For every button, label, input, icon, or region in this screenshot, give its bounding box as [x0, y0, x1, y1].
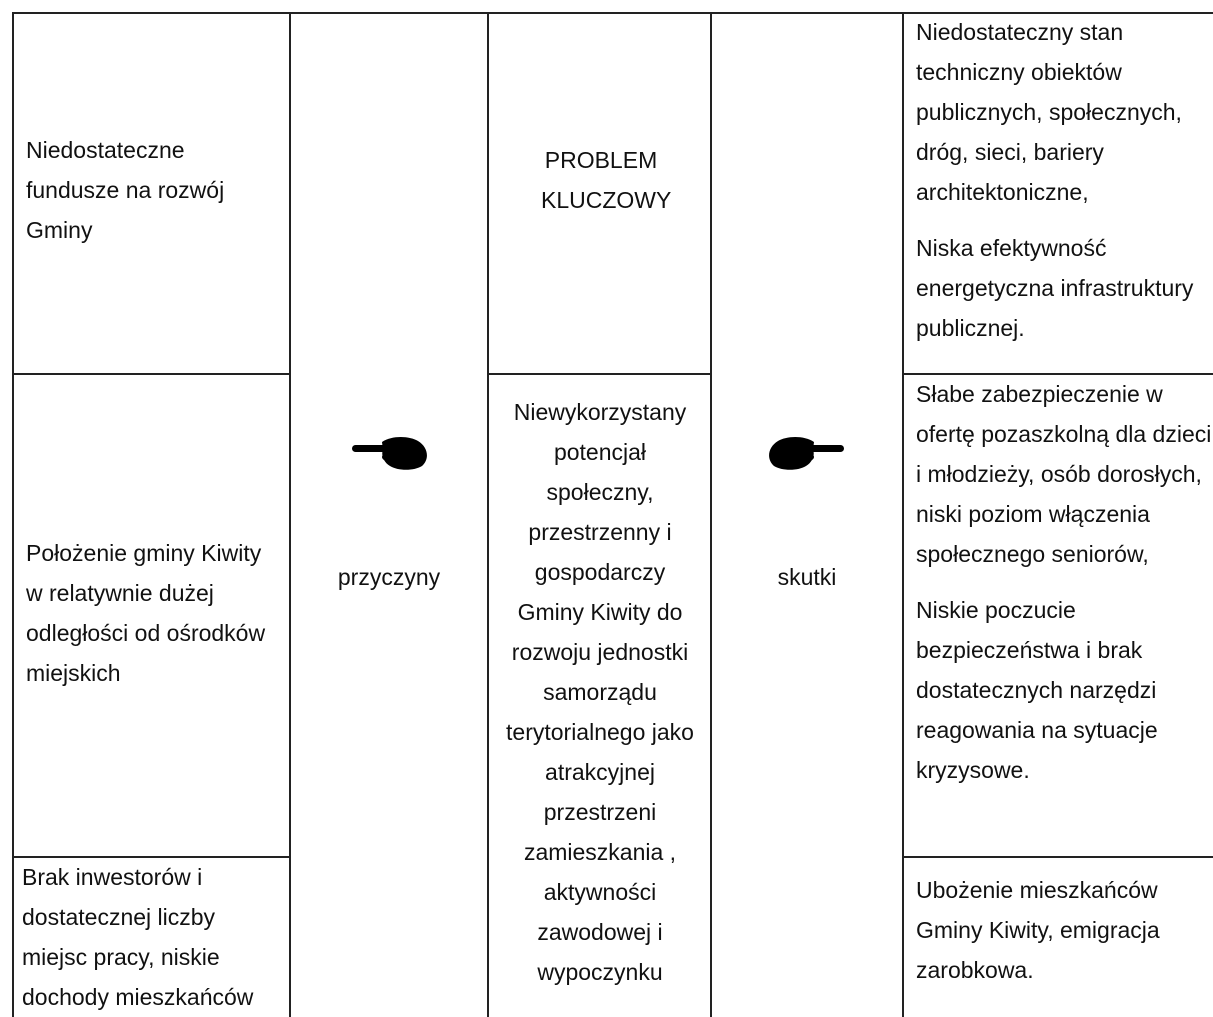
cause-investors: [22, 857, 286, 1017]
effect-energy-efficiency: Niska efektywność energetyczna infrastruktury publicznej.: [916, 235, 1194, 342]
col-divider-1: [289, 12, 291, 1017]
problem-header: [541, 140, 672, 220]
pointing-hand-left-icon: [352, 436, 428, 470]
col-divider-2: [487, 12, 489, 1017]
causes-label: [291, 557, 487, 597]
causes-label-text: przyczyny: [337, 564, 441, 590]
effect-poverty: [916, 870, 1212, 990]
cause-location-text: Położenie gminy Kiwity w relatywnie dużej odległości od ośrodków miejskich: [26, 540, 266, 687]
problem-row-divider: [487, 373, 712, 375]
effect-poverty-text: Ubożenie mieszkańców Gminy Kiwity, emigracja zarobkowa.: [916, 877, 1160, 984]
cause-location: [26, 533, 284, 693]
cause-underfunding: [26, 130, 281, 250]
pointing-hand-right-icon: [768, 436, 844, 470]
effects-label-text: skutki: [777, 564, 837, 590]
cause-investors-text: Brak inwestorów i dostatecznej liczby miejsc pracy, niskie dochody mieszkańców: [22, 864, 254, 1011]
effect-technical-state: Niedostateczny stan techniczny obiektów publicznych, społecznych, dróg, sieci, bariery architektoniczne,: [916, 19, 1182, 206]
effect-after-school-offer: Słabe zabezpieczenie w ofertę pozaszkolną dla dzieci i młodzieży, osób dorosłych, niski poziom włączenia społecznego seniorów,: [916, 381, 1212, 568]
effect-social: [916, 374, 1212, 790]
causes-row-divider-1: [12, 373, 291, 375]
effects-row-divider-2: [902, 856, 1213, 858]
problem-statement-text: Niewykorzystany potencjał społeczny, przestrzenny i gospodarczy Gminy Kiwity do rozwoju jednostki samorządu terytorialnego jako atrakcyjnej przestrzeni zamieszkania , aktywności zawodowej i wypoczynku: [506, 399, 694, 986]
col-divider-3: [710, 12, 712, 1017]
problem-statement: [500, 392, 700, 992]
effect-infrastructure: [916, 12, 1212, 348]
effect-safety: Niskie poczucie bezpieczeństwa i brak dostatecznych narzędzi reagowania na sytuacje kryzysowe.: [916, 597, 1158, 784]
effects-label: [712, 557, 902, 597]
left-border: [12, 12, 14, 1017]
problem-header-text: PROBLEM KLUCZOWY: [541, 147, 672, 214]
col-divider-4: [902, 12, 904, 1017]
cause-underfunding-text: Niedostateczne fundusze na rozwój Gminy: [26, 137, 225, 244]
